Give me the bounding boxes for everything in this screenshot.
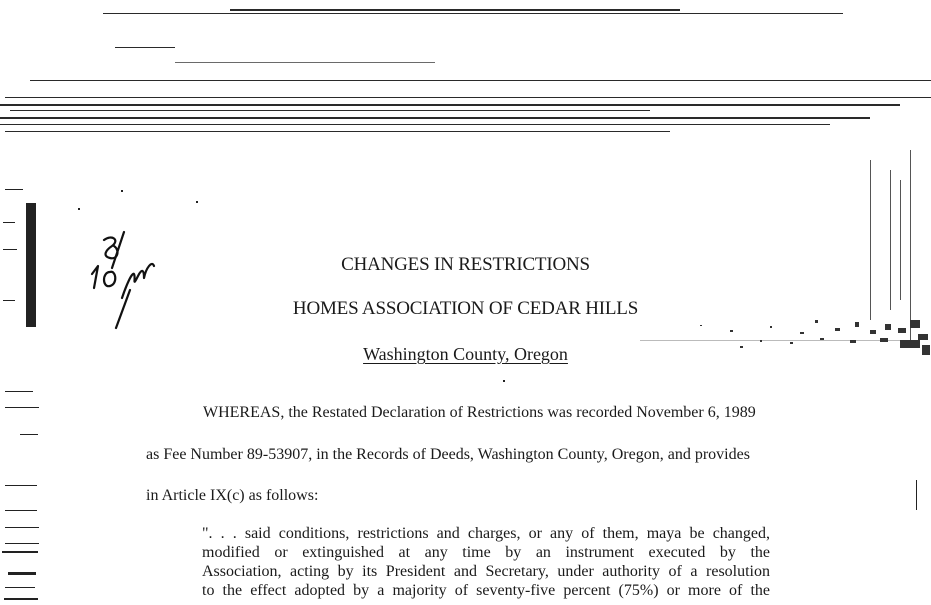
county-text: Washington County, Oregon: [363, 344, 568, 364]
association-name: HOMES ASSOCIATION OF CEDAR HILLS: [292, 298, 639, 319]
quote-line-2: modified or extinguished at any time by an instrument executed by the: [202, 544, 770, 561]
quote-line-1: ". . . said conditions, restrictions and charges, or any of them, maya be changed,: [202, 525, 770, 542]
county-heading: [0, 344, 931, 365]
paragraph-line-3: in Article IX(c) as follows:: [146, 487, 319, 504]
paragraph-line-1: WHEREAS, the Restated Declaration of Restrictions was recorded November 6, 1989: [203, 404, 756, 421]
quote-line-4: to the effect adopted by a majority of seventy-five percent (75%) or more of the: [202, 582, 770, 599]
quoted-article: [202, 524, 770, 600]
handwritten-annotation: [82, 228, 172, 338]
quote-line-3: Association, acting by its President and Secretary, under authority of a resolution: [202, 563, 770, 580]
paragraph-line-2: as Fee Number 89-53907, in the Records of Deeds, Washington County, Oregon, and provides: [146, 446, 750, 463]
document-title: CHANGES IN RESTRICTIONS: [341, 254, 590, 275]
